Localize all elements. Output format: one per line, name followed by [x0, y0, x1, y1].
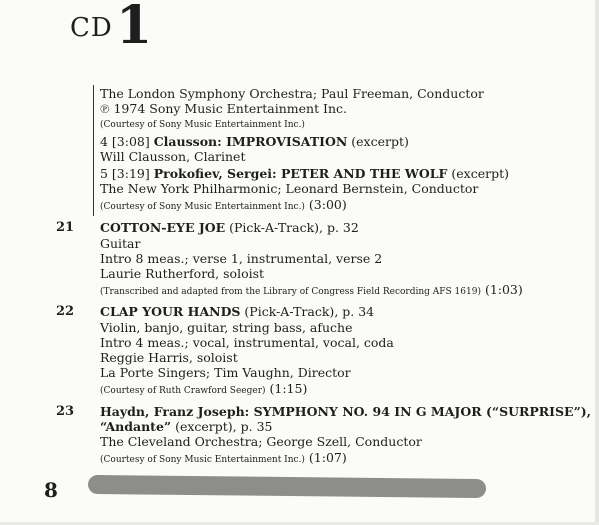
intro-copyright-line: ℗ 1974 Sony Music Entertainment Inc.	[100, 101, 348, 116]
track-23-title-line-2	[100, 419, 272, 434]
track-21-line-2: Intro 8 meas.; verse 1, instrumental, verse 2	[100, 251, 383, 266]
track-21-title-suffix: (Pick-A-Track), p. 32	[225, 220, 359, 235]
track-22-time: (1:15)	[265, 381, 308, 396]
item-5-courtesy-line	[100, 197, 347, 215]
track-22-line-3: Reggie Harris, soloist	[100, 350, 238, 365]
track-21-line-3: Laurie Rutherford, soloist	[100, 266, 265, 281]
item-4-prefix: 4 [3:08]	[100, 134, 154, 149]
item-4-performer: Will Clausson, Clarinet	[100, 149, 246, 164]
item-4-suffix: (excerpt)	[347, 134, 409, 149]
item-5-title-line	[100, 166, 509, 181]
item-5-time: (3:00)	[304, 197, 347, 212]
track-22-line-4: La Porte Singers; Tim Vaughn, Director	[100, 365, 351, 380]
item-5-title: Prokofiev, Sergei: PETER AND THE WOLF	[153, 166, 448, 181]
page-number: 8	[44, 478, 58, 502]
item-5-suffix: (excerpt)	[447, 166, 509, 181]
track-23-title: Haydn, Franz Joseph: SYMPHONY NO. 94 IN G MAJOR (“SURPRISE”),	[100, 404, 592, 419]
track-23-credit: (Courtesy of Sony Music Entertainment Inc.)	[100, 455, 305, 465]
track-22-title: CLAP YOUR HANDS	[100, 304, 241, 319]
track-23-line-1: The Cleveland Orchestra; George Szell, Conductor	[100, 434, 422, 449]
intro-orchestra-line: The London Symphony Orchestra; Paul Freeman, Conductor	[100, 86, 484, 101]
cd-label: CD	[70, 13, 113, 43]
track-22-credit: (Courtesy of Ruth Crawford Seeger)	[100, 386, 266, 396]
track-21-time: (1:03)	[480, 282, 523, 297]
track-22-line-1: Violin, banjo, guitar, string bass, afuche	[100, 320, 353, 335]
track-23-title-2-suffix: (excerpt), p. 35	[171, 419, 273, 434]
item-5-performer: The New York Philharmonic; Leonard Bernstein, Conductor	[100, 181, 479, 196]
intro-courtesy-line: (Courtesy of Sony Music Entertainment Inc.)	[100, 120, 305, 130]
track-21-title: COTTON-EYE JOE	[100, 220, 226, 235]
track-22-credit-line	[100, 381, 307, 399]
item-4-title: Clausson: IMPROVISATION	[153, 134, 348, 149]
track-22-title-line	[100, 304, 374, 319]
track-23-time: (1:07)	[304, 450, 347, 465]
track-21-title-line	[100, 220, 359, 235]
track-number-22: 22	[56, 304, 75, 319]
page-edge	[595, 0, 599, 525]
cd-number: 1	[116, 0, 153, 56]
item-5-courtesy: (Courtesy of Sony Music Entertainment Inc.)	[100, 202, 305, 212]
vertical-rule	[93, 85, 94, 216]
track-number-23: 23	[56, 404, 75, 419]
redaction-smudge	[88, 475, 486, 498]
track-22-title-suffix: (Pick-A-Track), p. 34	[240, 304, 375, 319]
track-23-title-2: “Andante”	[100, 419, 172, 434]
item-4-title-line	[100, 134, 409, 149]
track-21-credit-line	[100, 282, 523, 300]
track-23-credit-line	[100, 450, 347, 468]
track-number-21: 21	[56, 220, 75, 235]
track-21-line-1: Guitar	[100, 236, 141, 251]
track-22-line-2: Intro 4 meas.; vocal, instrumental, vocal, coda	[100, 335, 394, 350]
track-21-credit: (Transcribed and adapted from the Library of Congress Field Recording AFS 1619)	[100, 287, 481, 297]
item-5-prefix: 5 [3:19]	[100, 166, 154, 181]
